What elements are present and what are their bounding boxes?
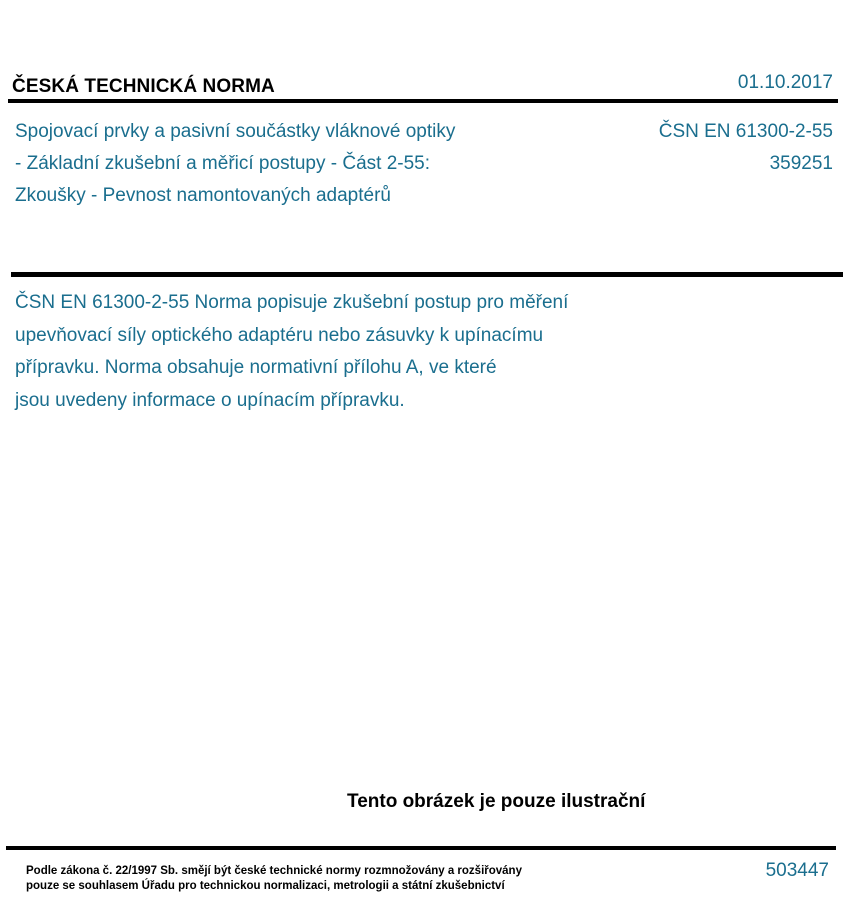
- abstract-line: upevňovací síly optického adaptéru nebo zásuvky k upínacímu: [15, 324, 544, 346]
- publication-date: 01.10.2017: [737, 72, 833, 93]
- standard-title-line: - Základní zkušební a měřicí postupy - Část 2-55:: [15, 153, 431, 174]
- header-divider: [8, 99, 838, 103]
- standard-title-line: Zkoušky - Pevnost namontovaných adaptérů: [15, 185, 391, 206]
- section-divider: [11, 272, 843, 277]
- illustration-note: Tento obrázek je pouze ilustrační: [347, 791, 646, 812]
- footer-divider: [6, 846, 836, 850]
- standard-identifiers: [659, 116, 833, 180]
- abstract-line: jsou uvedeny informace o upínacím přípravku.: [15, 389, 405, 411]
- legal-notice: [26, 864, 646, 894]
- document-number: 503447: [765, 860, 829, 881]
- standard-designation: ČSN EN 61300-2-55: [658, 121, 833, 142]
- legal-notice-line: Podle zákona č. 22/1997 Sb. smějí být české technické normy rozmnožovány a rozšiřovány: [26, 865, 522, 877]
- standard-title-line: Spojovací prvky a pasivní součástky vláknové optiky: [15, 121, 456, 142]
- abstract-line: přípravku. Norma obsahuje normativní přílohu A, ve které: [15, 357, 497, 378]
- abstract-line: ČSN EN 61300-2-55 Norma popisuje zkušební postup pro měření: [15, 292, 569, 313]
- standard-title: [15, 116, 555, 212]
- classification-number: 359251: [769, 153, 833, 174]
- legal-notice-line: pouze se souhlasem Úřadu pro technickou normalizaci, metrologii a státní zkušebnictví: [26, 880, 505, 892]
- abstract: [15, 287, 665, 417]
- document-type-title: ČESKÁ TECHNICKÁ NORMA: [12, 76, 275, 97]
